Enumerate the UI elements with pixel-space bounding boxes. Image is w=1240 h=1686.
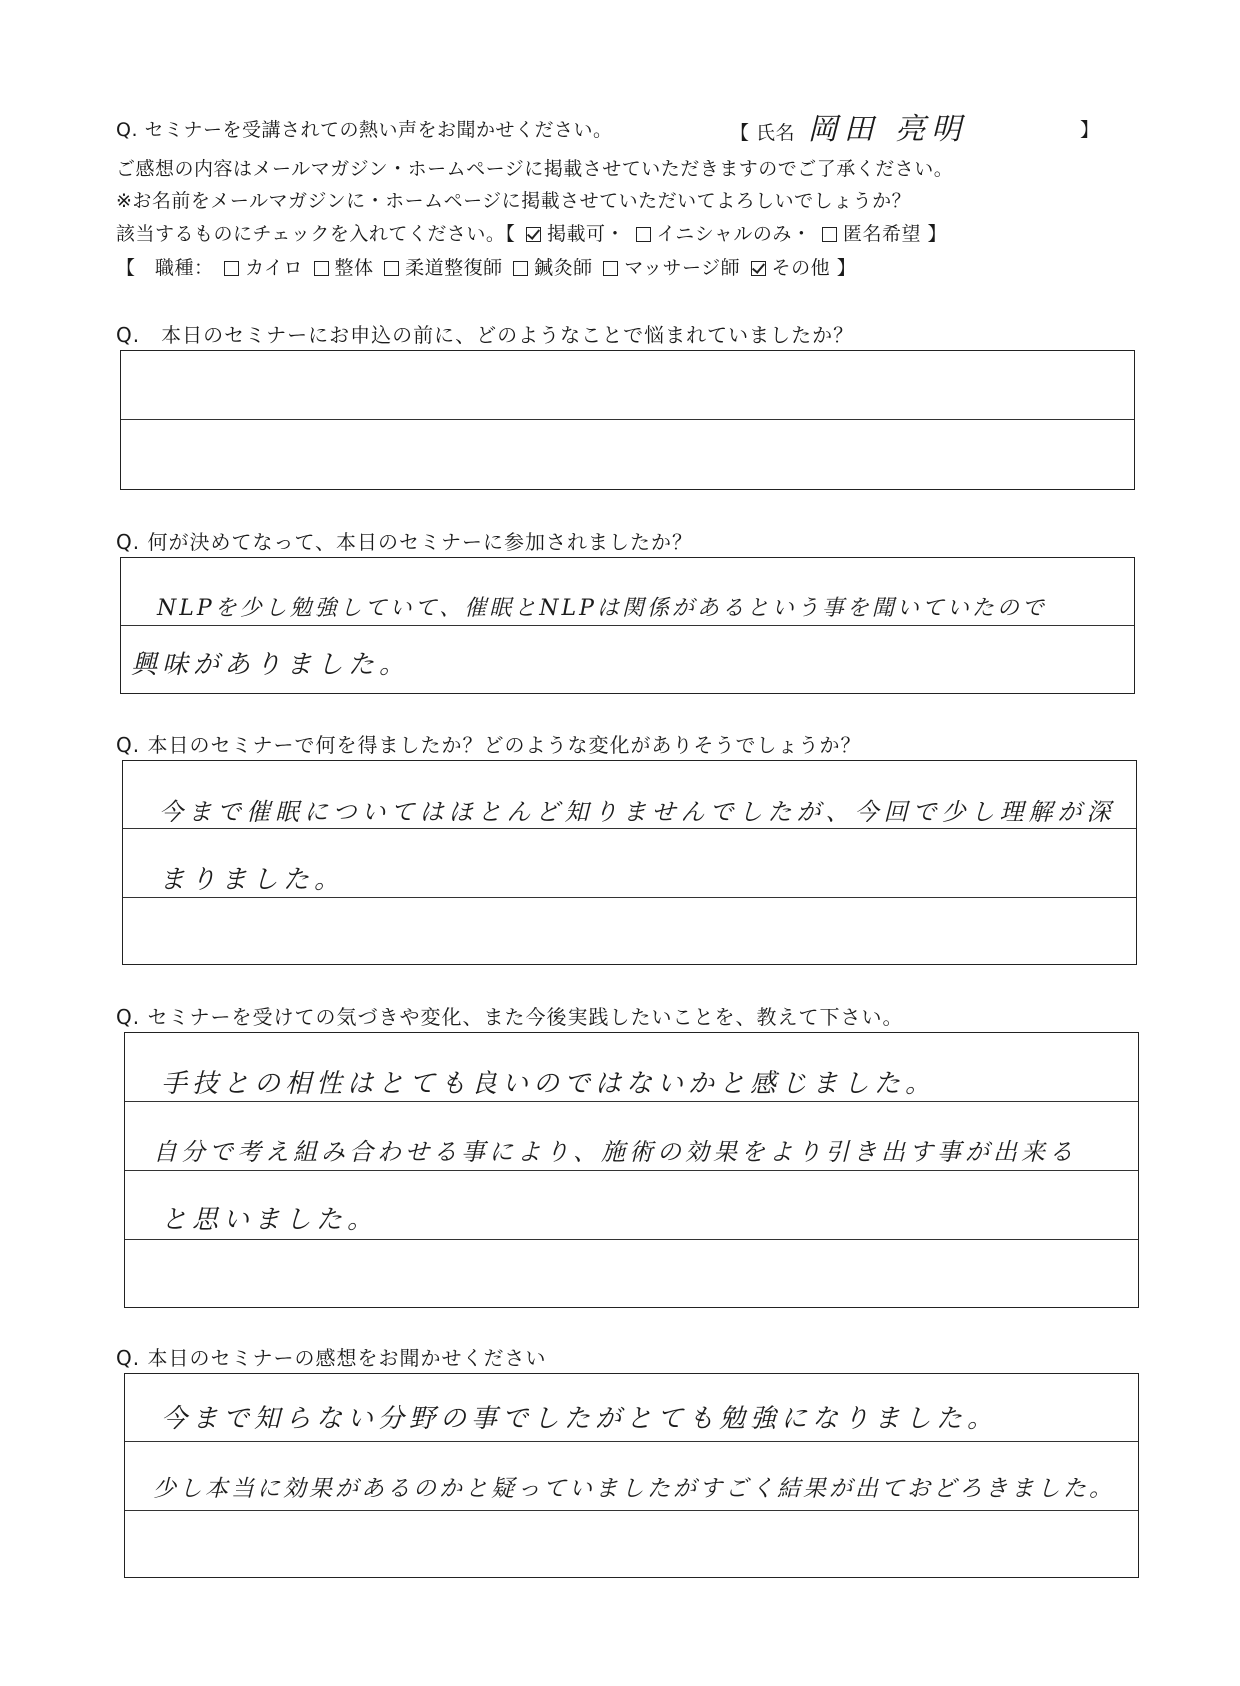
occupation-checkbox-chiro[interactable] <box>224 261 239 276</box>
name-close-bracket <box>1080 118 1100 142</box>
answer-3-line-1: 今まで催眠についてはほとんど知りませんでしたが、今回で少し理解が深 <box>159 798 1116 826</box>
occupation-label-other: その他 <box>771 257 831 279</box>
question-4: Q. セミナーを受けての気づきや変化、また今後実践したいことを、教えて下さい。 <box>116 1005 904 1029</box>
occupation-row <box>116 256 856 280</box>
answer-rule <box>125 1510 1138 1511</box>
permission-row <box>116 222 947 246</box>
permission-checkbox-publish[interactable] <box>526 227 541 242</box>
notice-line-1 <box>116 157 953 181</box>
occupation-checkbox-other[interactable] <box>751 261 766 276</box>
question-5: Q. 本日のセミナーの感想をお聞かせください <box>116 1346 547 1370</box>
name-label: 【 氏名 <box>730 122 796 144</box>
answer-box-1[interactable] <box>120 350 1135 490</box>
answer-3-line-2: まりました。 <box>159 865 346 895</box>
answer-rule <box>123 828 1136 829</box>
answer-rule <box>121 625 1134 626</box>
occupation-label-acupuncture: 鍼灸師 <box>534 257 593 279</box>
name-close-text: 】 <box>1080 119 1100 141</box>
answer-rule <box>125 1101 1138 1102</box>
answer-4-line-1: 手技との相性はとても良いのではないかと感じました。 <box>161 1069 937 1099</box>
intro-question-text: Q. セミナーを受講されての熱い声をお聞かせください。 <box>116 119 613 141</box>
answer-rule <box>125 1170 1138 1171</box>
permission-checkbox-anonymous[interactable] <box>822 227 837 242</box>
occupation-label-massage: マッサージ師 <box>624 257 741 279</box>
permission-label-initials: イニシャルのみ・ <box>656 223 812 245</box>
notice-2-text: ※お名前をメールマガジンに・ホームページに掲載させていただいてよろしいでしょうか？ <box>116 190 912 212</box>
notice-1-text: ご感想の内容はメールマガジン・ホームページに掲載させていただきますのでご了承ください。 <box>116 158 954 180</box>
intro-question <box>116 118 613 142</box>
answer-5-line-2: 少し本当に効果があるのかと疑っていましたがすごく結果が出ておどろきました。 <box>153 1476 1115 1502</box>
occupation-checkbox-massage[interactable] <box>603 261 618 276</box>
occupation-label: 【 職種： <box>116 257 214 279</box>
occupation-checkbox-judo[interactable] <box>384 261 399 276</box>
occupation-label-judo: 柔道整復師 <box>405 257 503 279</box>
answer-rule <box>125 1441 1138 1442</box>
permission-prompt: 該当するものにチェックを入れてください。【 <box>116 223 516 245</box>
permission-close: 】 <box>927 223 948 245</box>
answer-box-4[interactable] <box>124 1032 1139 1308</box>
occupation-checkbox-seitai[interactable] <box>314 261 329 276</box>
answer-rule <box>125 1239 1138 1240</box>
name-signature: 岡田 亮明 <box>807 112 968 147</box>
answer-box-3[interactable] <box>122 760 1137 965</box>
question-2: Q. 何が決めてなって、本日のセミナーに参加されましたか？ <box>116 530 694 554</box>
notice-line-2 <box>116 189 911 213</box>
answer-box-5[interactable] <box>124 1373 1139 1578</box>
occupation-close: 】 <box>836 257 857 279</box>
answer-rule <box>121 419 1134 420</box>
occupation-checkbox-acupuncture[interactable] <box>513 261 528 276</box>
question-1: Q. 本日のセミナーにお申込の前に、どのようなことで悩まれていましたか？ <box>116 323 855 347</box>
permission-label-publish: 掲載可・ <box>546 223 625 245</box>
permission-label-anonymous: 匿名希望 <box>842 223 921 245</box>
answer-2-line-1: NLPを少し勉強していて、催眠とNLPは関係があるという事を聞いていたので <box>157 596 1047 621</box>
occupation-label-seitai: 整体 <box>334 257 374 279</box>
answer-4-line-3: と思いました。 <box>161 1205 379 1235</box>
occupation-label-chiro: カイロ <box>245 257 303 279</box>
permission-checkbox-initials[interactable] <box>636 227 651 242</box>
answer-2-line-2: 興味がありました。 <box>131 650 411 680</box>
answer-4-line-2: 自分で考え組み合わせる事により、施術の効果をより引き出す事が出来る <box>153 1138 1077 1166</box>
answer-box-2[interactable] <box>120 557 1135 694</box>
question-3: Q. 本日のセミナーで何を得ましたか？どのような変化がありそうでしょうか？ <box>116 733 862 757</box>
answer-rule <box>123 897 1136 898</box>
name-field <box>730 112 968 147</box>
answer-5-line-1: 今まで知らない分野の事でしたがとても勉強になりました。 <box>161 1404 999 1434</box>
